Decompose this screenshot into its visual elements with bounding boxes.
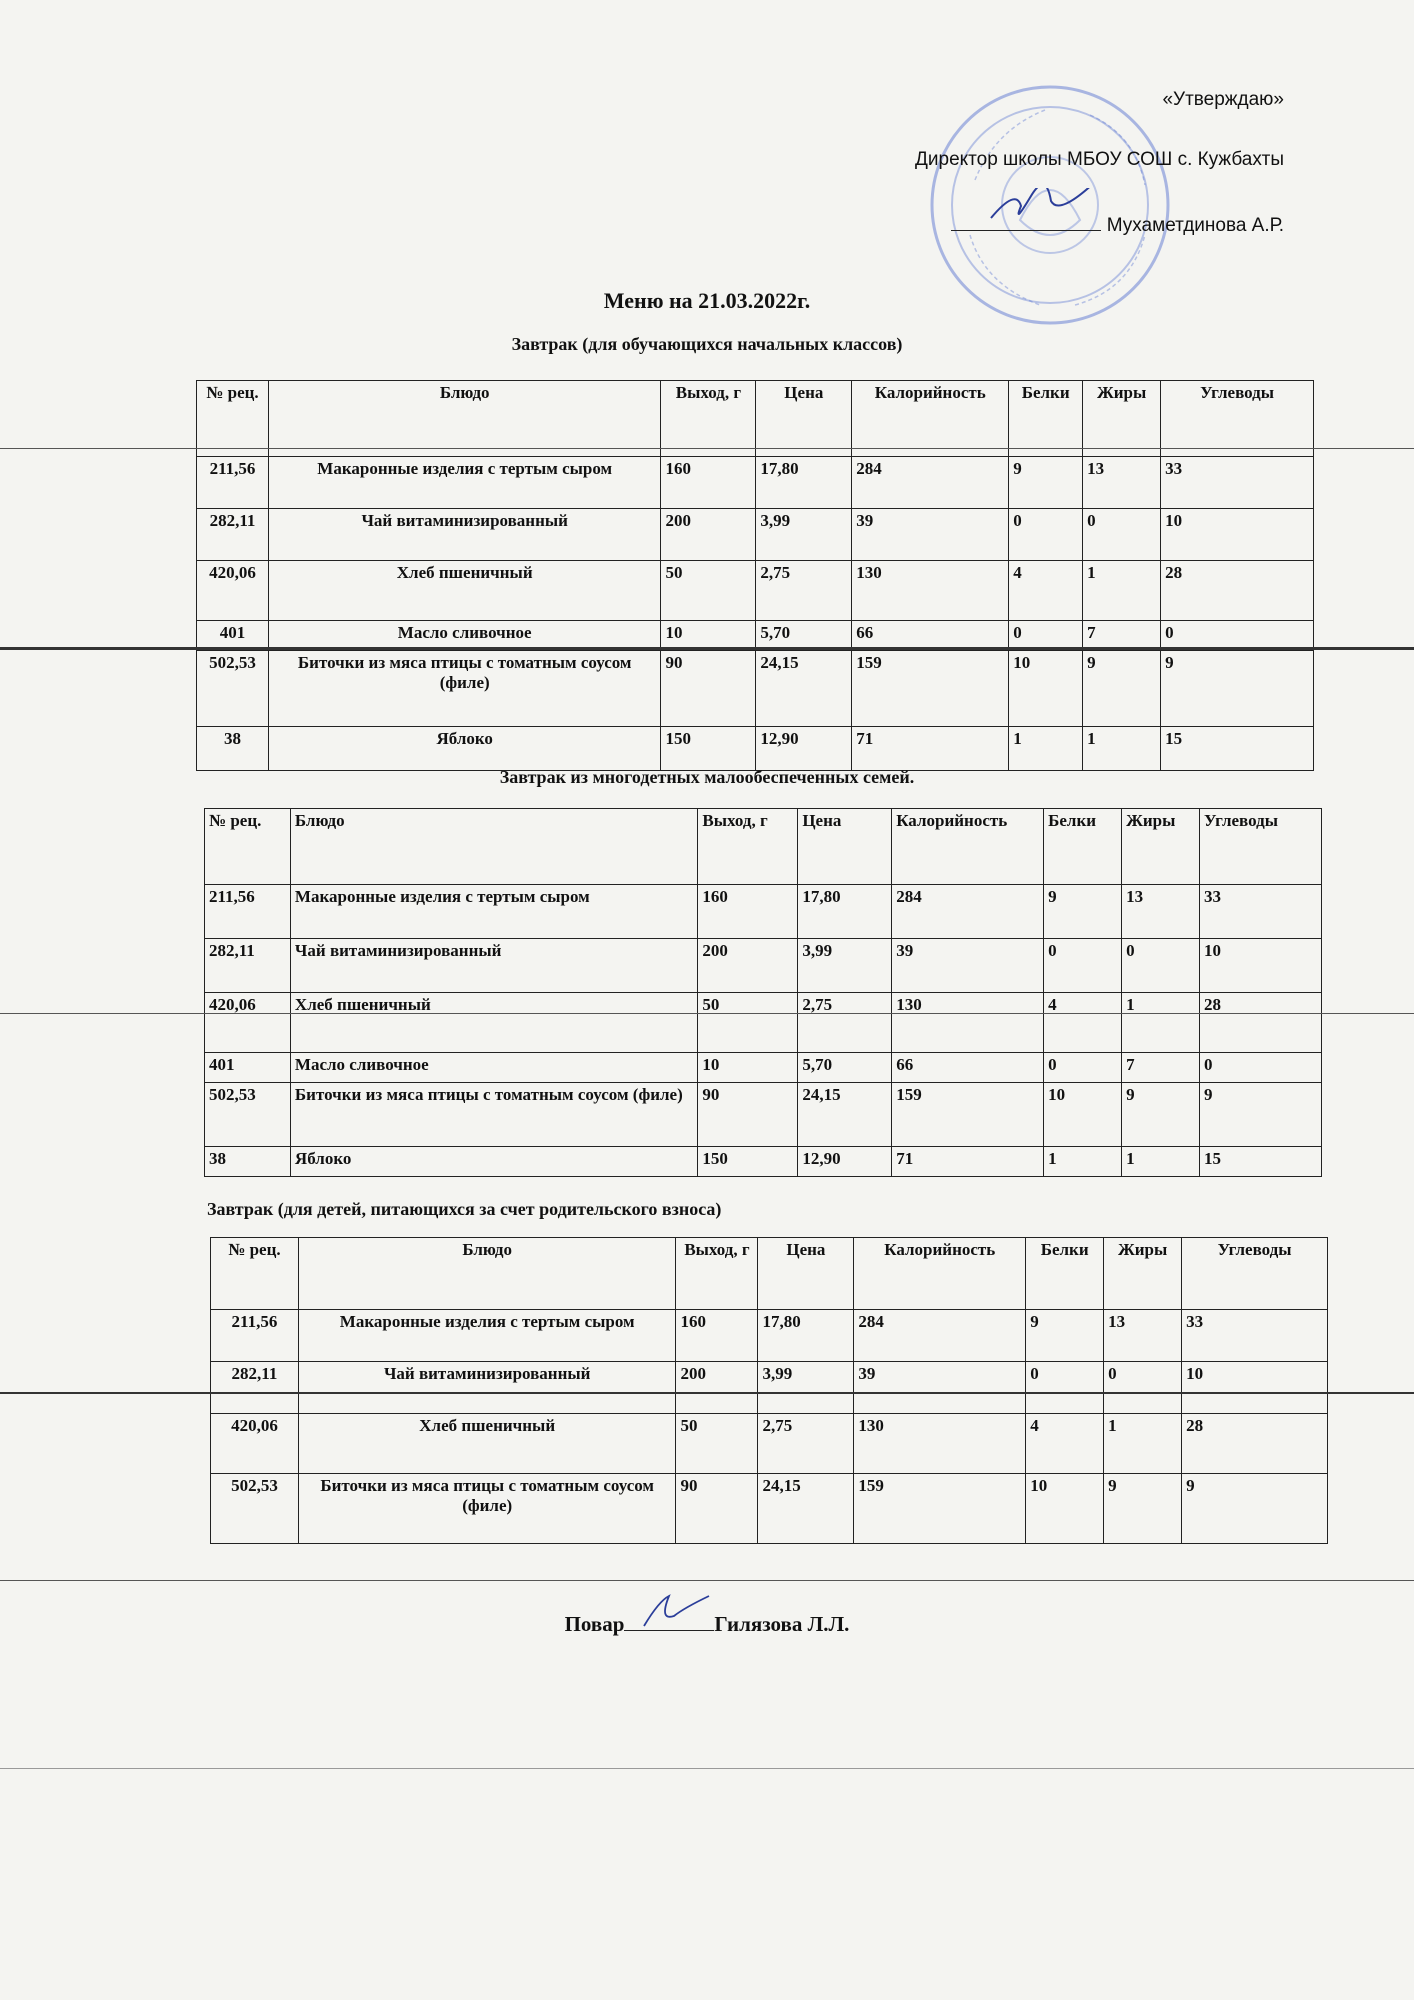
scan-line	[0, 647, 1414, 650]
value-cell: 7	[1122, 1053, 1200, 1083]
dish-name-cell: Чай витаминизированный	[298, 1362, 676, 1414]
scan-line	[0, 1013, 1414, 1014]
page-title: Меню на 21.03.2022г.	[603, 288, 811, 313]
table-row	[197, 509, 1314, 561]
recipe-number-cell: 401	[197, 621, 269, 651]
value-cell: 66	[852, 621, 1009, 651]
dish-name-cell: Яблоко	[290, 1147, 697, 1177]
dish-name-cell: Чай витаминизированный	[290, 939, 697, 993]
recipe-number-cell: 282,11	[205, 939, 291, 993]
table-row	[197, 561, 1314, 621]
value-cell: 1	[1044, 1147, 1122, 1177]
value-cell: 9	[1026, 1310, 1104, 1362]
header-cell: Углеводы	[1161, 381, 1314, 457]
value-cell: 12,90	[798, 1147, 892, 1177]
value-cell: 0	[1026, 1362, 1104, 1414]
header-cell: Выход, г	[698, 809, 798, 885]
cook-name: Гилязова Л.Л.	[714, 1612, 850, 1636]
dish-name-cell: Хлеб пшеничный	[298, 1414, 676, 1474]
value-cell: 2,75	[798, 993, 892, 1053]
value-cell: 10	[1200, 939, 1322, 993]
value-cell: 0	[1161, 621, 1314, 651]
value-cell: 130	[892, 993, 1044, 1053]
value-cell: 12,90	[756, 727, 852, 771]
value-cell: 7	[1083, 621, 1161, 651]
value-cell: 2,75	[758, 1414, 854, 1474]
value-cell: 1	[1122, 1147, 1200, 1177]
recipe-number-cell: 420,06	[205, 993, 291, 1053]
recipe-number-cell: 211,56	[205, 885, 291, 939]
value-cell: 9	[1122, 1083, 1200, 1147]
header-cell: Белки	[1009, 381, 1083, 457]
value-cell: 130	[854, 1414, 1026, 1474]
dish-name-cell: Масло сливочное	[290, 1053, 697, 1083]
value-cell: 284	[854, 1310, 1026, 1362]
value-cell: 71	[852, 727, 1009, 771]
header-cell: № рец.	[205, 809, 291, 885]
value-cell: 1	[1122, 993, 1200, 1053]
dish-name-cell: Биточки из мяса птицы с томатным соусом (филе)	[298, 1474, 676, 1544]
table-row	[211, 1362, 1328, 1414]
dish-name-cell: Чай витаминизированный	[268, 509, 661, 561]
value-cell: 0	[1009, 509, 1083, 561]
recipe-number-cell: 420,06	[197, 561, 269, 621]
header-cell: Жиры	[1104, 1238, 1182, 1310]
header-cell: № рец.	[197, 381, 269, 457]
director-name: Мухаметдинова А.Р.	[1106, 215, 1284, 236]
recipe-number-cell: 502,53	[197, 651, 269, 727]
value-cell: 50	[661, 561, 756, 621]
value-cell: 71	[892, 1147, 1044, 1177]
value-cell: 9	[1182, 1474, 1328, 1544]
scan-line	[0, 1392, 1414, 1394]
value-cell: 3,99	[756, 509, 852, 561]
value-cell: 9	[1009, 457, 1083, 509]
value-cell: 10	[1009, 651, 1083, 727]
table-row	[205, 1147, 1322, 1177]
value-cell: 3,99	[758, 1362, 854, 1414]
value-cell: 24,15	[756, 651, 852, 727]
value-cell: 150	[661, 727, 756, 771]
menu-table-large-families	[204, 808, 1322, 1177]
value-cell: 0	[1122, 939, 1200, 993]
recipe-number-cell: 502,53	[205, 1083, 291, 1147]
dish-name-cell: Хлеб пшеничный	[268, 561, 661, 621]
header-cell: Калорийность	[852, 381, 1009, 457]
table-row	[205, 993, 1322, 1053]
value-cell: 50	[676, 1414, 758, 1474]
value-cell: 9	[1161, 651, 1314, 727]
scan-line	[0, 1768, 1414, 1769]
header-cell: Калорийность	[854, 1238, 1026, 1310]
header-cell: Блюдо	[290, 809, 697, 885]
value-cell: 9	[1083, 651, 1161, 727]
recipe-number-cell: 38	[197, 727, 269, 771]
value-cell: 33	[1182, 1310, 1328, 1362]
table-row	[211, 1474, 1328, 1544]
value-cell: 15	[1200, 1147, 1322, 1177]
value-cell: 10	[1044, 1083, 1122, 1147]
table-row	[205, 1053, 1322, 1083]
dish-name-cell: Яблоко	[268, 727, 661, 771]
cook-label: Повар	[564, 1612, 625, 1636]
value-cell: 39	[854, 1362, 1026, 1414]
value-cell: 13	[1083, 457, 1161, 509]
header-cell: Цена	[756, 381, 852, 457]
value-cell: 15	[1161, 727, 1314, 771]
header-cell: Углеводы	[1200, 809, 1322, 885]
recipe-number-cell: 282,11	[211, 1362, 299, 1414]
table-row	[197, 621, 1314, 651]
value-cell: 200	[676, 1362, 758, 1414]
value-cell: 200	[698, 939, 798, 993]
value-cell: 9	[1044, 885, 1122, 939]
header-cell: Белки	[1026, 1238, 1104, 1310]
table-row	[197, 651, 1314, 727]
value-cell: 10	[698, 1053, 798, 1083]
value-cell: 24,15	[758, 1474, 854, 1544]
value-cell: 4	[1026, 1414, 1104, 1474]
value-cell: 13	[1104, 1310, 1182, 1362]
value-cell: 17,80	[798, 885, 892, 939]
value-cell: 284	[892, 885, 1044, 939]
header-cell: Блюдо	[298, 1238, 676, 1310]
value-cell: 1	[1083, 727, 1161, 771]
value-cell: 130	[852, 561, 1009, 621]
header-cell: Жиры	[1122, 809, 1200, 885]
header-cell: Выход, г	[676, 1238, 758, 1310]
value-cell: 28	[1182, 1414, 1328, 1474]
value-cell: 200	[661, 509, 756, 561]
table-row	[211, 1310, 1328, 1362]
recipe-number-cell: 401	[205, 1053, 291, 1083]
approval-label: «Утверждаю»	[1162, 89, 1284, 110]
recipe-number-cell: 38	[205, 1147, 291, 1177]
value-cell: 33	[1161, 457, 1314, 509]
value-cell: 66	[892, 1053, 1044, 1083]
signature-line	[951, 210, 1101, 231]
section-title-large-families: Завтрак из многодетных малообеспеченных семей.	[499, 767, 915, 787]
recipe-number-cell: 502,53	[211, 1474, 299, 1544]
header-cell: Жиры	[1083, 381, 1161, 457]
value-cell: 28	[1161, 561, 1314, 621]
value-cell: 284	[852, 457, 1009, 509]
cook-signature-line	[624, 1614, 714, 1631]
value-cell: 90	[661, 651, 756, 727]
header-cell: Калорийность	[892, 809, 1044, 885]
value-cell: 24,15	[798, 1083, 892, 1147]
value-cell: 160	[676, 1310, 758, 1362]
value-cell: 159	[854, 1474, 1026, 1544]
value-cell: 39	[852, 509, 1009, 561]
value-cell: 0	[1009, 621, 1083, 651]
value-cell: 0	[1200, 1053, 1322, 1083]
signature-icon	[634, 1592, 724, 1632]
scan-line	[0, 1580, 1414, 1581]
value-cell: 1	[1104, 1414, 1182, 1474]
dish-name-cell: Масло сливочное	[268, 621, 661, 651]
value-cell: 0	[1083, 509, 1161, 561]
value-cell: 9	[1200, 1083, 1322, 1147]
cook-signature-block	[0, 1612, 1414, 1637]
value-cell: 150	[698, 1147, 798, 1177]
table-row	[205, 1083, 1322, 1147]
value-cell: 2,75	[756, 561, 852, 621]
dish-name-cell: Хлеб пшеничный	[290, 993, 697, 1053]
value-cell: 159	[892, 1083, 1044, 1147]
value-cell: 0	[1044, 939, 1122, 993]
director-signature-line	[915, 210, 1284, 270]
dish-name-cell: Биточки из мяса птицы с томатным соусом (филе)	[268, 651, 661, 727]
table-row	[197, 457, 1314, 509]
table-row	[211, 1414, 1328, 1474]
dish-name-cell: Макаронные изделия с тертым сыром	[298, 1310, 676, 1362]
value-cell: 39	[892, 939, 1044, 993]
menu-table-primary	[196, 380, 1314, 771]
value-cell: 10	[1182, 1362, 1328, 1414]
header-cell: Выход, г	[661, 381, 756, 457]
value-cell: 17,80	[756, 457, 852, 509]
signature-icon	[971, 188, 1121, 228]
value-cell: 0	[1044, 1053, 1122, 1083]
value-cell: 33	[1200, 885, 1322, 939]
section-title-parent-paid: Завтрак (для детей, питающихся за счет родительского взноса)	[207, 1199, 722, 1219]
value-cell: 159	[852, 651, 1009, 727]
approval-block	[915, 90, 1284, 270]
header-cell: Цена	[798, 809, 892, 885]
value-cell: 13	[1122, 885, 1200, 939]
menu-table-parent-paid	[210, 1237, 1328, 1544]
header-cell: Углеводы	[1182, 1238, 1328, 1310]
table-row	[205, 885, 1322, 939]
recipe-number-cell: 211,56	[197, 457, 269, 509]
table-row	[205, 939, 1322, 993]
table-row	[197, 727, 1314, 771]
value-cell: 3,99	[798, 939, 892, 993]
header-cell: Цена	[758, 1238, 854, 1310]
dish-name-cell: Биточки из мяса птицы с томатным соусом (филе)	[290, 1083, 697, 1147]
value-cell: 10	[1026, 1474, 1104, 1544]
value-cell: 4	[1009, 561, 1083, 621]
value-cell: 17,80	[758, 1310, 854, 1362]
value-cell: 28	[1200, 993, 1322, 1053]
recipe-number-cell: 282,11	[197, 509, 269, 561]
value-cell: 160	[661, 457, 756, 509]
value-cell: 5,70	[798, 1053, 892, 1083]
value-cell: 5,70	[756, 621, 852, 651]
value-cell: 10	[1161, 509, 1314, 561]
value-cell: 1	[1009, 727, 1083, 771]
value-cell: 90	[698, 1083, 798, 1147]
header-cell: Блюдо	[268, 381, 661, 457]
header-cell: № рец.	[211, 1238, 299, 1310]
value-cell: 9	[1104, 1474, 1182, 1544]
dish-name-cell: Макаронные изделия с тертым сыром	[290, 885, 697, 939]
value-cell: 1	[1083, 561, 1161, 621]
value-cell: 160	[698, 885, 798, 939]
dish-name-cell: Макаронные изделия с тертым сыром	[268, 457, 661, 509]
recipe-number-cell: 420,06	[211, 1414, 299, 1474]
value-cell: 90	[676, 1474, 758, 1544]
value-cell: 4	[1044, 993, 1122, 1053]
section-title-primary: Завтрак (для обучающихся начальных классов)	[511, 334, 903, 354]
recipe-number-cell: 211,56	[211, 1310, 299, 1362]
director-title: Директор школы МБОУ СОШ с. Кужбахты	[915, 149, 1284, 170]
scan-line	[0, 448, 1414, 449]
value-cell: 50	[698, 993, 798, 1053]
value-cell: 0	[1104, 1362, 1182, 1414]
header-cell: Белки	[1044, 809, 1122, 885]
value-cell: 10	[661, 621, 756, 651]
